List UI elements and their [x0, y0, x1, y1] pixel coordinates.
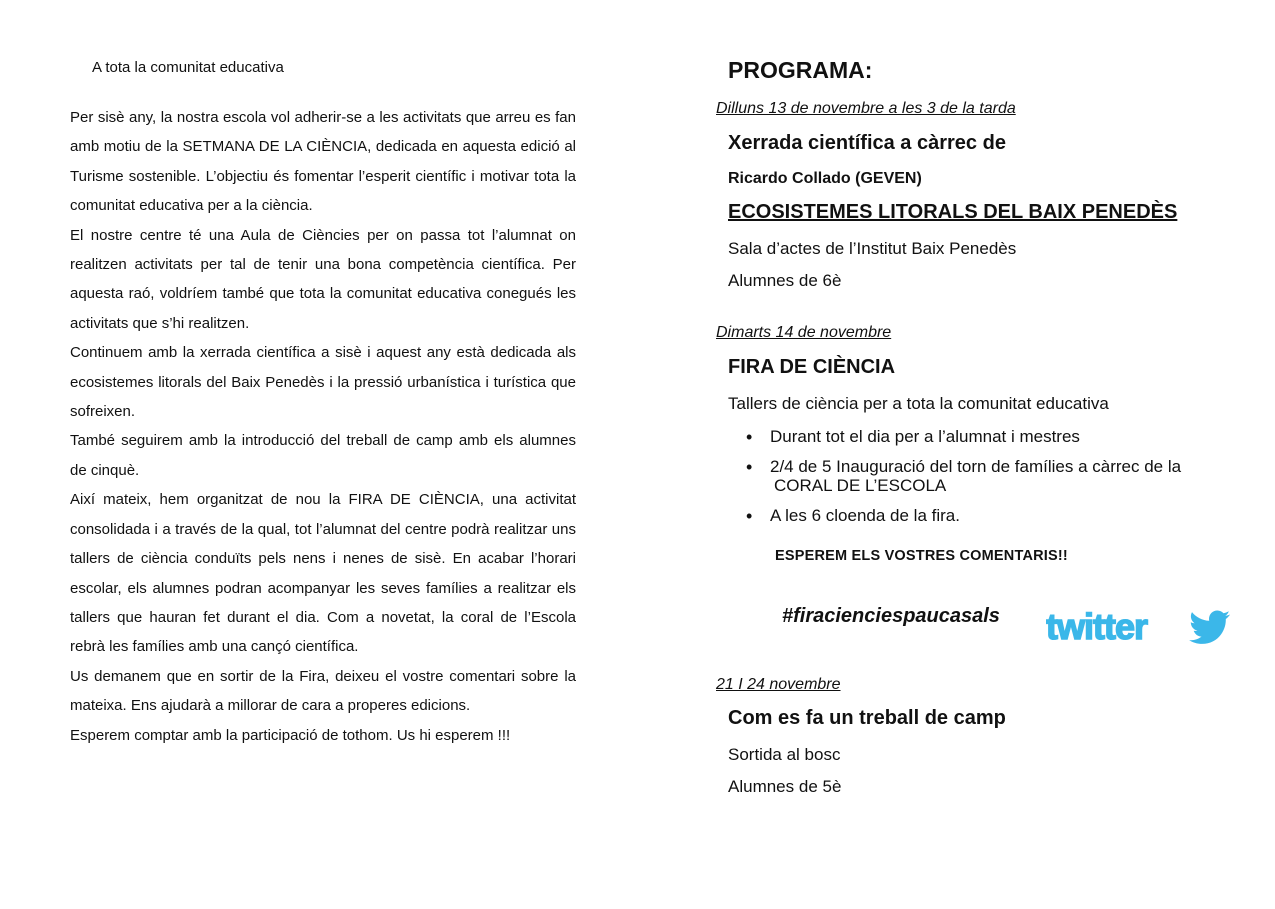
event3-audience: Alumnes de 5è [728, 777, 842, 796]
bullet-text: 2/4 de 5 Inauguració del torn de famílies a càrrec de la [770, 457, 1182, 476]
event1-audience: Alumnes de 6è [728, 271, 842, 290]
event1-title: Xerrada científica a càrrec de [728, 132, 1006, 154]
hashtag: #firacienciespaucasals [782, 605, 1000, 627]
list-item [770, 505, 1260, 527]
paragraph-7: Esperem comptar amb la participació de tothom. Us hi esperem !!! [70, 726, 511, 744]
bullet-continuation: CORAL DE L’ESCOLA [774, 476, 947, 495]
event2-date: Dimarts 14 de novembre [716, 324, 892, 341]
comments-call: ESPEREM ELS VOSTRES COMENTARIS!! [775, 548, 1068, 564]
event2-title: FIRA DE CIÈNCIA [728, 356, 896, 378]
paragraph-5: Així mateix, hem organitzat de nou la FIRA DE CIÈNCIA, una activitat consolidada i a través de la qual, tot l’alumnat del centre podrà realitzar uns tallers de ciència conduïts pels nens i nenes de sisè. En acabar l’horari escolar, els alumnes podran acompanyar les seves famílies a realitzar els tallers que hauran fet durant el dia. Com a novetat, la coral de l’Escola rebrà les famílies amb una cançó científica. [70, 491, 576, 656]
list-item [770, 456, 1260, 497]
event3-date: 21 I 24 novembre [716, 676, 841, 693]
twitter-wordmark: twitter [1046, 606, 1147, 647]
paragraph-1: Per sisè any, la nostra escola vol adherir-se a les activitats que arreu es fan amb motiu de la SETMANA DE LA CIÈNCIA, dedicada en aquesta edició al Turisme sostenible. L’objectiu és fomentar l’esperit científic i motivar tota la comunitat educativa per a la ciència. [70, 109, 576, 215]
twitter-logo-icon [1046, 605, 1236, 649]
paragraph-4: També seguirem amb la introducció del treball de camp amb els alumnes de cinquè. [70, 432, 576, 479]
paragraph-6: Us demanem que en sortir de la Fira, deixeu el vostre comentari sobre la mateixa. Ens ajudarà a millorar de cara a properes edicions. [70, 667, 576, 715]
list-item [770, 426, 1260, 448]
bullet-text: Durant tot el dia per a l’alumnat i mestres [770, 427, 1080, 446]
bullet-text: A les 6 cloenda de la fira. [770, 506, 960, 525]
paragraph-3: Continuem amb la xerrada científica a sisè i aquest any està dedicada als ecosistemes litorals del Baix Penedès i la pressió urbanística i turística que sofreixen. [70, 344, 576, 421]
event1-topic: ECOSISTEMES LITORALS DEL BAIX PENEDÈS [728, 201, 1178, 223]
event2-subtitle: Tallers de ciència per a tota la comunitat educativa [728, 394, 1109, 413]
event3-title: Com es fa un treball de camp [728, 707, 1006, 729]
event1-date: Dilluns 13 de novembre a les 3 de la tarda [716, 100, 1016, 117]
paragraph-2: El nostre centre té una Aula de Ciències per on passa tot l’alumnat on realitzen activitats per tal de tenir una bona competència científica. Per aquesta raó, voldríem també que tota la comunitat educativa conegués les activitats que s’hi realitzen. [70, 226, 576, 332]
event3-place: Sortida al bosc [728, 745, 841, 764]
event1-speaker: Ricardo Collado (GEVEN) [728, 170, 922, 187]
program-title: PROGRAMA: [728, 57, 873, 83]
event1-place: Sala d’actes de l’Institut Baix Penedès [728, 239, 1017, 258]
greeting: A tota la comunitat educativa [92, 59, 284, 76]
twitter-bird-icon [1189, 611, 1230, 644]
event2-bullet-list [770, 426, 1260, 535]
letter-body [70, 103, 576, 750]
